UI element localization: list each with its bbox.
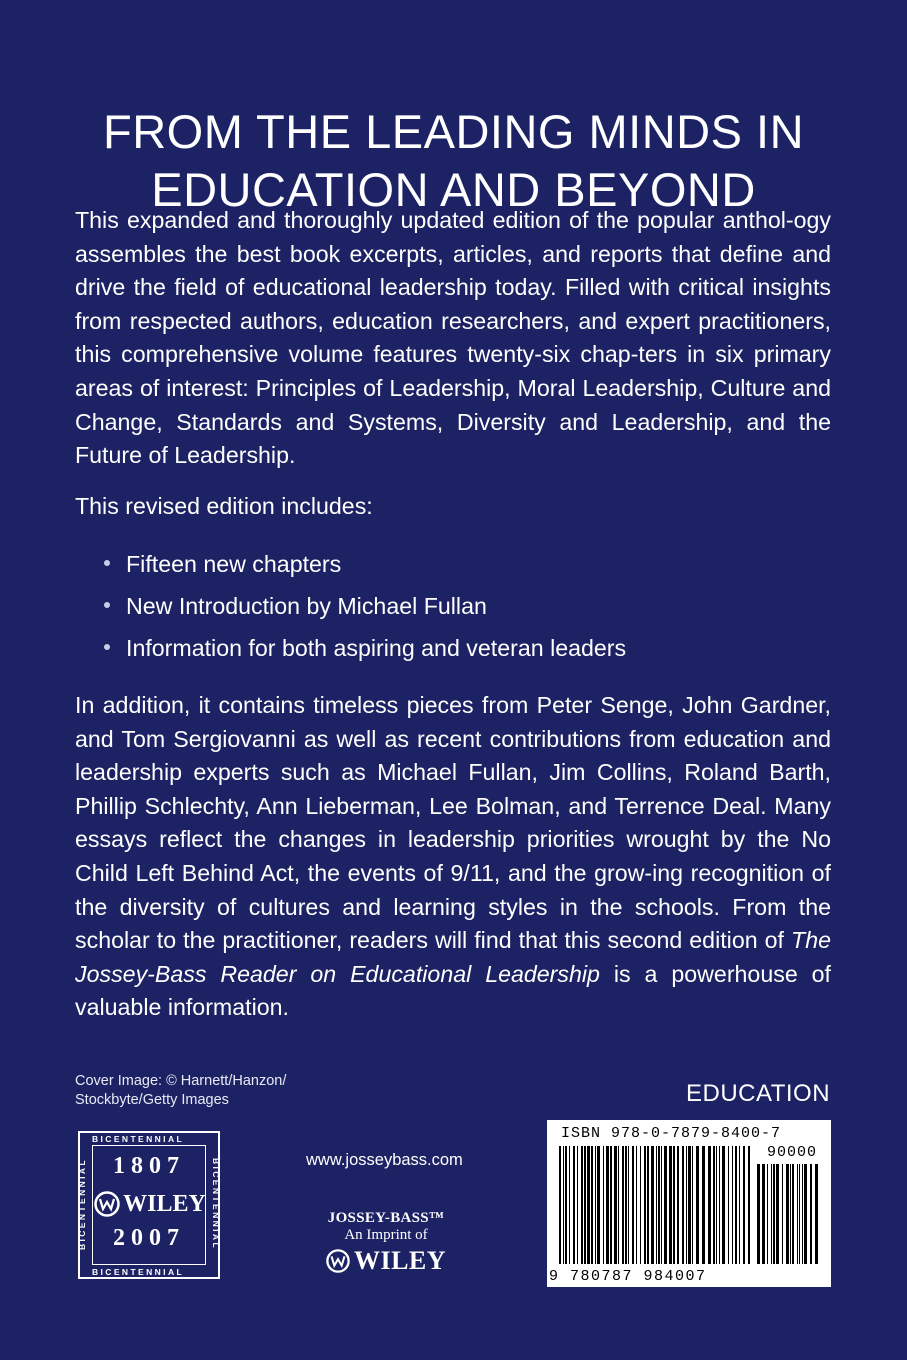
barcode-bar: [702, 1146, 705, 1264]
barcode-bar: [563, 1146, 564, 1264]
barcode-bar: [597, 1146, 600, 1264]
barcode-bar: [771, 1164, 772, 1264]
barcode-bar: [595, 1146, 596, 1264]
ean-digits: 9 780787 984007: [549, 1268, 707, 1285]
list-item: [100, 585, 800, 627]
seal-edge-bottom: BICENTENNIAL: [92, 1267, 185, 1277]
barcode-bar: [708, 1146, 711, 1264]
barcode-bar: [614, 1146, 617, 1264]
barcode-bar: [767, 1164, 768, 1264]
seal-edge-top: BICENTENNIAL: [92, 1134, 185, 1144]
barcode-bar: [628, 1146, 629, 1264]
barcode-bar: [732, 1146, 733, 1264]
barcode-bar: [591, 1146, 593, 1264]
barcode-bar: [719, 1146, 720, 1264]
imprint-brand: JOSSEY-BASS™: [327, 1210, 445, 1226]
wiley-mark-icon: [326, 1249, 350, 1273]
barcode-bar: [656, 1146, 657, 1264]
ean-bars: [559, 1146, 751, 1264]
barcode-bar: [603, 1146, 604, 1264]
headline-line-1: FROM THE LEADING MINDS IN: [102, 105, 805, 159]
barcode-bar: [728, 1146, 729, 1264]
barcode-bar: [776, 1164, 779, 1264]
barcode-bar: [651, 1146, 654, 1264]
closing-text-1: In addition, it contains timeless pieces from Peter Senge, John Gardner, and Tom Sergiovanni as well as recent contributions from education and leadership experts such as Michael Fullan, Jim Collins, Roland Barth, Phillip Schlechty, Ann Lieberman, Lee Bolman, and Terrence Deal. Many essays reflect the changes in leadership priorities wrought by the No Child Left Behind Act, the events of 9/11, and the grow-ing recognition of the diversity of cultures and learning styles in the schools. From the scholar to the practitioner, readers will find that this second edition of: [75, 692, 831, 954]
seal-edge-left: BICENTENNIAL: [77, 1157, 88, 1251]
barcode-bar: [692, 1146, 693, 1264]
barcode-bar: [743, 1146, 745, 1264]
barcode-bar: [661, 1146, 662, 1264]
barcode-bar: [581, 1146, 583, 1264]
includes-heading: This revised edition includes:: [75, 493, 373, 519]
cover-credit: [75, 1072, 335, 1110]
cover-credit-line-1: Cover Image: © Harnett/Hanzon/: [75, 1073, 287, 1089]
barcode-bar: [664, 1146, 667, 1264]
barcode-bar: [587, 1146, 590, 1264]
barcode-bar: [669, 1146, 672, 1264]
barcode-bar: [640, 1146, 641, 1264]
barcode-bar: [688, 1146, 691, 1264]
bicentennial-seal: [78, 1131, 220, 1279]
barcode-bar: [606, 1146, 609, 1264]
barcode-bar: [632, 1146, 634, 1264]
wiley-mark-icon: [94, 1191, 120, 1217]
barcode-bar: [636, 1146, 637, 1264]
barcode-bar: [569, 1146, 570, 1264]
seal-year-end: 2007: [113, 1225, 185, 1251]
barcode-bar: [647, 1146, 649, 1264]
barcode-bar: [610, 1146, 612, 1264]
barcode-bar: [682, 1146, 684, 1264]
barcode-bar: [696, 1146, 699, 1264]
seal-wiley-text: WILEY: [123, 1190, 206, 1217]
isbn-label: ISBN 978-0-7879-8400-7: [561, 1125, 782, 1142]
barcode-bar: [815, 1164, 818, 1264]
book-title: The Jossey-Bass Reader on Educational Leadership: [75, 927, 831, 987]
barcode-bar: [799, 1164, 800, 1264]
imprint-wiley-logo: [306, 1246, 466, 1276]
barcode-bar: [577, 1146, 578, 1264]
price-code: 90000: [766, 1144, 817, 1161]
website-link[interactable]: www.josseybass.com: [306, 1151, 463, 1169]
headline-line-2: EDUCATION AND BEYOND: [151, 163, 756, 217]
imprint-publisher: WILEY: [353, 1246, 447, 1275]
closing-text-2: is a powerhouse of valuable information.: [75, 960, 831, 1021]
barcode-bar: [748, 1146, 750, 1264]
barcode-bar: [773, 1164, 775, 1264]
barcode-bar: [716, 1146, 717, 1264]
barcode-bar: [673, 1146, 675, 1264]
bullet-icon: [104, 644, 110, 650]
barcode-bar: [792, 1164, 794, 1264]
barcode-bar: [644, 1146, 646, 1264]
barcode-bar: [757, 1164, 760, 1264]
seal-year-start: 1807: [113, 1153, 185, 1179]
barcode-bar: [802, 1164, 803, 1264]
isbn-barcode: [547, 1120, 831, 1287]
barcode-bar: [790, 1164, 791, 1264]
barcode-bar: [804, 1164, 807, 1264]
barcode-bar: [722, 1146, 725, 1264]
seal-edge-right: BICENTENNIAL: [210, 1157, 221, 1251]
barcode-bar: [797, 1164, 798, 1264]
barcode-bar: [686, 1146, 687, 1264]
list-item-text: New Introduction by Michael Fullan: [126, 593, 487, 619]
category-label: EDUCATION: [686, 1080, 831, 1107]
barcode-bar: [658, 1146, 660, 1264]
list-item: [100, 543, 800, 585]
cover-credit-line-2: Stockbyte/Getty Images: [75, 1092, 229, 1108]
includes-list: [100, 543, 800, 669]
barcode-bar: [573, 1146, 575, 1264]
barcode-bar: [565, 1146, 567, 1264]
intro-paragraph: This expanded and thoroughly updated edition of the popular anthol-ogy assembles the best book excerpts, articles, and reports that define and drive the field of educational leadership today. Filled with critical insights from respected authors, education researchers, and expert practitioners, this comprehensive volume features twenty-six chap-ters in six primary areas of interest: Principles of Leadership, Moral Leadership, Culture and Change, Standards and Systems, Diversity and Leadership, and the Future of Leadership.: [75, 207, 831, 469]
barcode-bar: [677, 1146, 679, 1264]
list-item-text: Information for both aspiring and veteran leaders: [126, 635, 627, 661]
barcode-bar: [782, 1164, 783, 1264]
barcode-bar: [735, 1146, 737, 1264]
price-bars: [757, 1164, 819, 1264]
bullet-icon: [104, 560, 110, 566]
barcode-bar: [618, 1146, 619, 1264]
list-item-text: Fifteen new chapters: [126, 551, 342, 577]
bullet-icon: [104, 602, 110, 608]
publisher-imprint: [306, 1210, 466, 1276]
barcode-bar: [622, 1146, 624, 1264]
list-item: [100, 627, 800, 669]
barcode-bar: [810, 1164, 812, 1264]
headline: [40, 103, 867, 219]
barcode-bar: [739, 1146, 740, 1264]
barcode-bar: [559, 1146, 561, 1264]
barcode-bar: [584, 1146, 586, 1264]
closing-paragraph: [75, 689, 831, 1025]
barcode-bar: [762, 1164, 765, 1264]
barcode-bar: [786, 1164, 789, 1264]
seal-logo: [94, 1189, 206, 1219]
barcode-bar: [713, 1146, 715, 1264]
imprint-subline: An Imprint of: [344, 1227, 428, 1243]
barcode-bar: [625, 1146, 627, 1264]
